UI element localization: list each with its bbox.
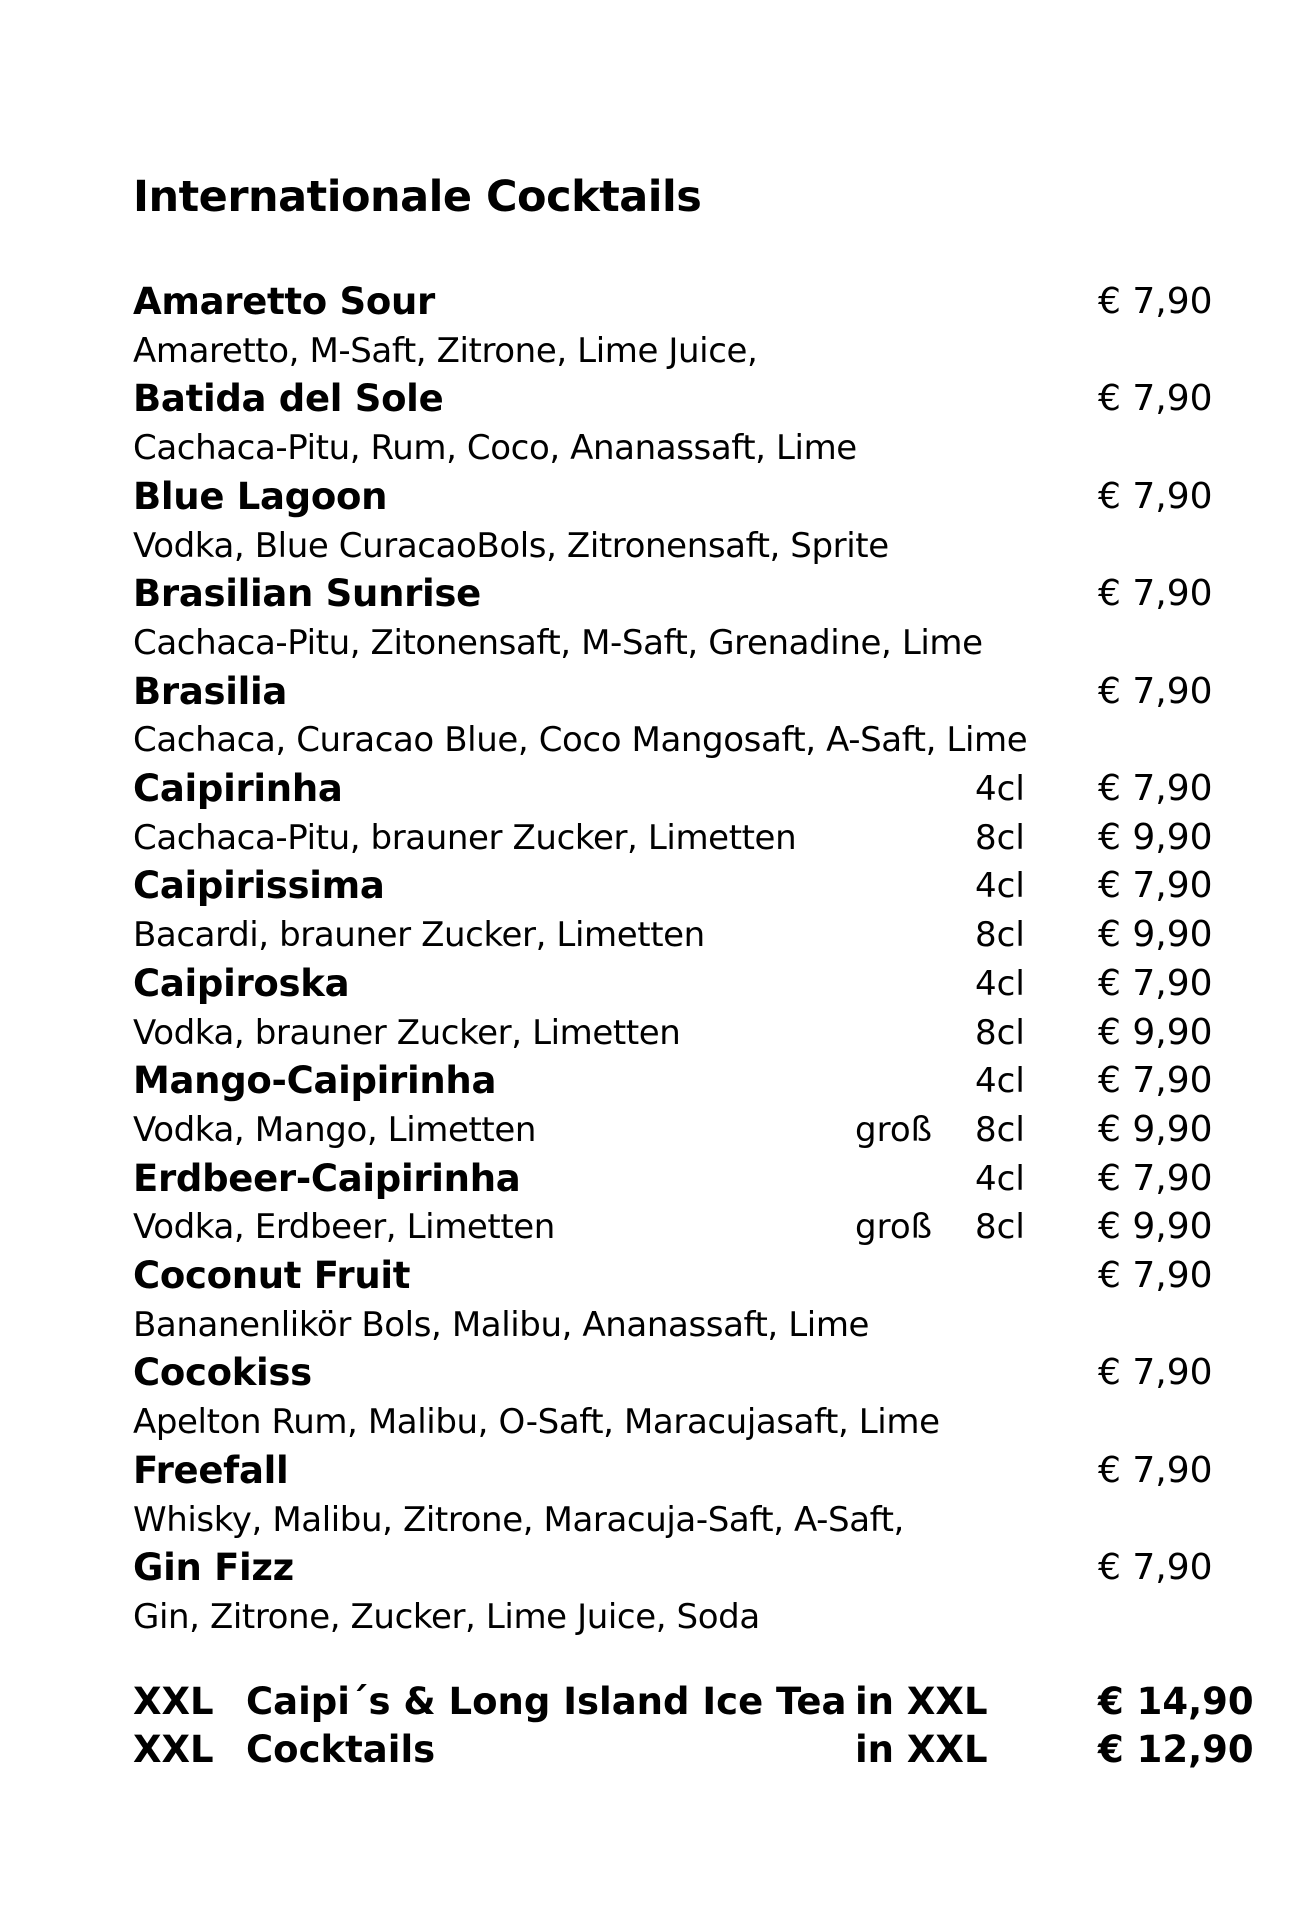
menu-item-desc-row bbox=[133, 424, 1263, 472]
size-label: 4cl bbox=[975, 1061, 1025, 1102]
price: € 7,90 bbox=[1098, 1547, 1213, 1589]
menu-item-name-row bbox=[133, 1349, 1263, 1397]
size-label: 4cl bbox=[975, 1158, 1025, 1199]
price: € 9,90 bbox=[1098, 1108, 1213, 1150]
xxl-label: Caipi´s & Long Island Ice Tea bbox=[246, 1680, 847, 1723]
cocktail-name: Amaretto Sour bbox=[133, 280, 435, 323]
price: € 7,90 bbox=[1098, 573, 1213, 615]
xxl-row bbox=[133, 1726, 1263, 1774]
cocktail-ingredients: Vodka, brauner Zucker, Limetten bbox=[133, 1012, 681, 1053]
menu-item-name-row bbox=[133, 862, 1263, 910]
menu-item-desc-row bbox=[133, 1009, 1263, 1057]
price: € 9,90 bbox=[1098, 914, 1213, 956]
price: € 7,90 bbox=[1098, 962, 1213, 1004]
menu-item-name-row bbox=[133, 570, 1263, 618]
menu-item-desc-row bbox=[133, 1301, 1263, 1349]
cocktail-name: Brasilia bbox=[133, 669, 288, 713]
menu-item-desc-row bbox=[133, 911, 1263, 959]
menu-item-desc-row bbox=[133, 1106, 1263, 1154]
cocktail-ingredients: Cachaca-Pitu, Zitonensaft, M-Saft, Grenadine, Lime bbox=[133, 622, 983, 663]
price: € 7,90 bbox=[1098, 1352, 1213, 1394]
price: € 7,90 bbox=[1098, 1060, 1213, 1102]
cocktail-name: Caipirinha bbox=[133, 767, 343, 810]
xxl-price: € 12,90 bbox=[1098, 1728, 1254, 1771]
price: € 7,90 bbox=[1098, 768, 1213, 809]
cocktail-name: Blue Lagoon bbox=[133, 474, 388, 518]
menu-item-desc-row bbox=[133, 814, 1263, 862]
menu-item-desc-row bbox=[133, 1496, 1263, 1544]
price: € 7,90 bbox=[1098, 865, 1213, 907]
menu-item-name-row bbox=[133, 668, 1263, 716]
cocktail-name: Gin Fizz bbox=[133, 1546, 294, 1590]
xxl-size-note: in XXL bbox=[855, 1728, 988, 1771]
cocktail-ingredients: Whisky, Malibu, Zitrone, Maracuja-Saft, A-Saft, bbox=[133, 1499, 904, 1540]
menu-item-name-row bbox=[133, 1057, 1263, 1105]
size-label: 4cl bbox=[975, 769, 1025, 809]
menu-item-desc-row bbox=[133, 1203, 1263, 1251]
menu-item-desc-row bbox=[133, 1398, 1263, 1446]
cocktail-name: Freefall bbox=[133, 1448, 289, 1492]
menu-item-name-row bbox=[133, 375, 1263, 423]
menu-item-name-row bbox=[133, 765, 1263, 813]
cocktail-ingredients: Gin, Zitrone, Zucker, Lime Juice, Soda bbox=[133, 1596, 760, 1637]
price: € 7,90 bbox=[1098, 475, 1213, 517]
xxl-label: Cocktails bbox=[246, 1728, 436, 1771]
price: € 7,90 bbox=[1098, 1449, 1213, 1491]
cocktail-name: Erdbeer-Caipirinha bbox=[133, 1156, 521, 1200]
xxl-tag: XXL bbox=[133, 1728, 214, 1771]
cocktail-ingredients: Vodka, Blue CuracaoBols, Zitronensaft, Sprite bbox=[133, 525, 889, 566]
price: € 7,90 bbox=[1098, 670, 1213, 712]
menu-item-name-row bbox=[133, 1447, 1263, 1495]
price: € 9,90 bbox=[1098, 1206, 1213, 1248]
cocktail-ingredients: Bacardi, brauner Zucker, Limetten bbox=[133, 915, 705, 956]
menu-item-name-row bbox=[133, 1155, 1263, 1203]
menu-item-name-row bbox=[133, 960, 1263, 1008]
price: € 9,90 bbox=[1098, 1011, 1213, 1053]
price: € 7,90 bbox=[1098, 1157, 1213, 1199]
menu-item-desc-row bbox=[133, 716, 1263, 764]
cocktail-ingredients: Bananenlikör Bols, Malibu, Ananassaft, Lime bbox=[133, 1304, 870, 1345]
menu-item-name-row bbox=[133, 278, 1263, 326]
xxl-size-note: in XXL bbox=[855, 1680, 988, 1723]
size-note: groß bbox=[855, 1109, 933, 1150]
cocktail-name: Batida del Sole bbox=[133, 377, 444, 421]
cocktail-name: Coconut Fruit bbox=[133, 1254, 411, 1297]
size-label: 4cl bbox=[975, 866, 1025, 907]
cocktail-ingredients: Amaretto, M-Saft, Zitrone, Lime Juice, bbox=[133, 330, 758, 371]
size-note: groß bbox=[855, 1207, 933, 1248]
size-label: 8cl bbox=[975, 915, 1025, 956]
menu-item-desc-row bbox=[133, 619, 1263, 667]
cocktail-name: Caipirissima bbox=[133, 864, 385, 908]
size-label: 8cl bbox=[975, 1207, 1025, 1248]
xxl-row bbox=[133, 1678, 1263, 1726]
cocktail-ingredients: Vodka, Mango, Limetten bbox=[133, 1109, 537, 1150]
menu-item-desc-row bbox=[133, 522, 1263, 570]
cocktail-ingredients: Vodka, Erdbeer, Limetten bbox=[133, 1207, 555, 1248]
cocktail-name: Mango-Caipirinha bbox=[133, 1059, 497, 1103]
cocktail-name: Brasilian Sunrise bbox=[133, 572, 481, 616]
size-label: 4cl bbox=[975, 963, 1025, 1004]
size-label: 8cl bbox=[975, 1012, 1025, 1053]
menu-item-name-row bbox=[133, 1544, 1263, 1592]
price: € 7,90 bbox=[1098, 1255, 1213, 1296]
cocktail-name: Cocokiss bbox=[133, 1351, 312, 1395]
xxl-price: € 14,90 bbox=[1098, 1680, 1254, 1723]
menu-item-desc-row bbox=[133, 1593, 1263, 1641]
price: € 7,90 bbox=[1098, 378, 1213, 420]
menu-item-name-row bbox=[133, 1252, 1263, 1300]
price: € 7,90 bbox=[1098, 281, 1213, 322]
price: € 9,90 bbox=[1098, 816, 1213, 858]
xxl-tag: XXL bbox=[133, 1680, 214, 1723]
size-label: 8cl bbox=[975, 1109, 1025, 1150]
cocktail-ingredients: Cachaca, Curacao Blue, Coco Mangosaft, A-Saft, Lime bbox=[133, 720, 1028, 761]
page-title: Internationale Cocktails bbox=[133, 172, 702, 222]
cocktail-ingredients: Apelton Rum, Malibu, O-Saft, Maracujasaft, Lime bbox=[133, 1402, 940, 1443]
menu-item-desc-row bbox=[133, 327, 1263, 375]
menu-item-name-row bbox=[133, 473, 1263, 521]
size-label: 8cl bbox=[975, 817, 1025, 858]
cocktail-ingredients: Cachaca-Pitu, Rum, Coco, Ananassaft, Lime bbox=[133, 428, 857, 469]
cocktail-name: Caipiroska bbox=[133, 961, 350, 1005]
cocktail-ingredients: Cachaca-Pitu, brauner Zucker, Limetten bbox=[133, 817, 797, 858]
